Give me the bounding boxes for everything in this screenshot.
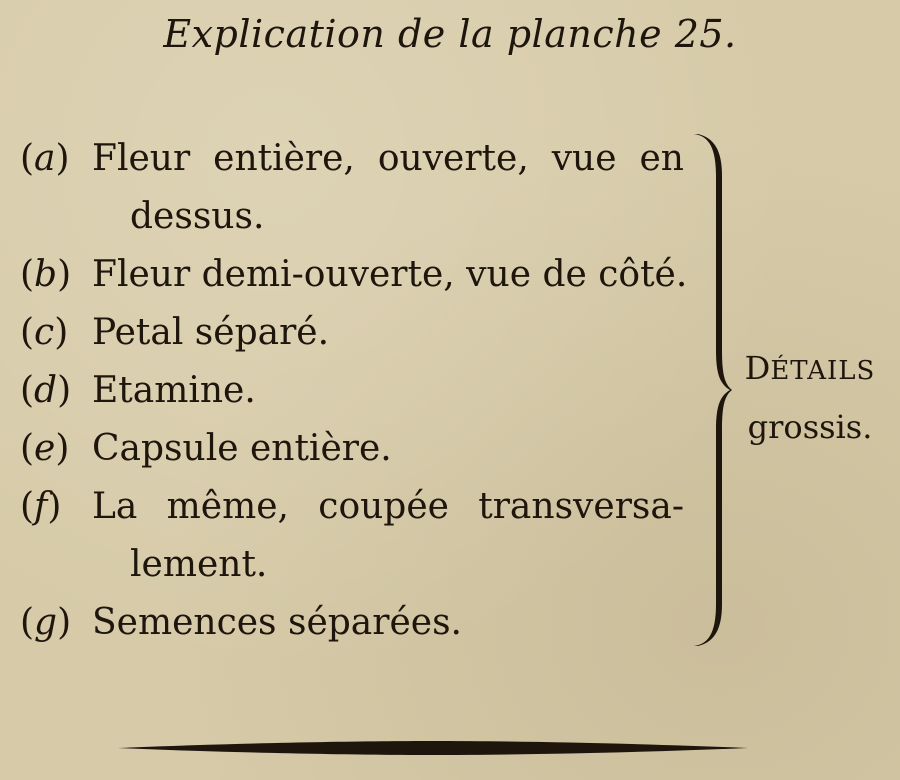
entries-list bbox=[20, 130, 710, 652]
decorative-rule bbox=[118, 740, 748, 756]
plate-number: 25. bbox=[674, 12, 737, 56]
side-note bbox=[720, 340, 900, 455]
page-title bbox=[0, 12, 900, 56]
entry-text: Capsule entière. bbox=[92, 428, 392, 469]
title-text: Explication de la planche bbox=[163, 12, 663, 56]
entry-text: Petal séparé. bbox=[92, 312, 330, 353]
list-item bbox=[20, 420, 710, 478]
entry-text: La même, coupée transversa- bbox=[92, 486, 684, 527]
entry-text: dessus. bbox=[130, 196, 265, 237]
entry-text: Fleur entière, ouverte, vue en bbox=[92, 138, 684, 179]
list-item bbox=[20, 594, 710, 652]
side-note-heading: DÉTAILS bbox=[744, 349, 876, 387]
entry-label: (c) bbox=[20, 312, 69, 353]
entry-continuation bbox=[20, 536, 710, 594]
entry-text: Etamine. bbox=[92, 370, 256, 411]
list-item bbox=[20, 246, 710, 304]
entry-text: Fleur demi-ouverte, vue de côté. bbox=[92, 254, 688, 295]
side-note-subheading: grossis. bbox=[747, 408, 873, 446]
entry-label: (e) bbox=[20, 428, 70, 469]
entry-label: (a) bbox=[20, 138, 70, 179]
list-item bbox=[20, 304, 710, 362]
entry-label: (d) bbox=[20, 370, 72, 411]
entry-text: Semences séparées. bbox=[92, 602, 463, 643]
entry-text: lement. bbox=[130, 544, 268, 585]
entry-continuation bbox=[20, 188, 710, 246]
entry-label: (f) bbox=[20, 486, 62, 527]
list-item bbox=[20, 362, 710, 420]
list-item bbox=[20, 478, 710, 536]
list-item bbox=[20, 130, 710, 188]
entry-label: (b) bbox=[20, 254, 72, 295]
entry-label: (g) bbox=[20, 602, 72, 643]
